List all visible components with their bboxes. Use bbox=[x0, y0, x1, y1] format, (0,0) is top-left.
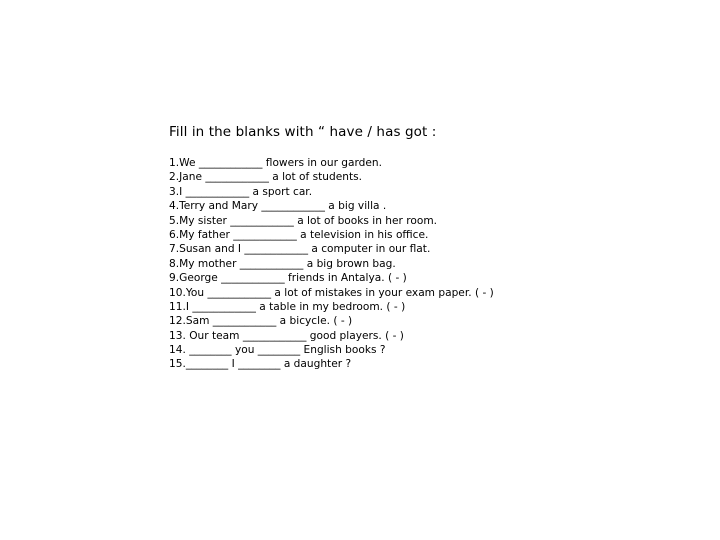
exercise-item: 12.Sam ____________ a bicycle. ( - ) bbox=[169, 315, 353, 328]
exercise-list bbox=[169, 156, 709, 372]
exercise-item: 15.________ I ________ a daughter ? bbox=[169, 358, 352, 371]
worksheet-title: Fill in the blanks with “ have / has got : bbox=[169, 124, 437, 140]
exercise-item: 13. Our team ____________ good players. ( - ) bbox=[169, 329, 404, 342]
worksheet bbox=[169, 124, 709, 372]
exercise-item: 4.Terry and Mary ____________ a big villa . bbox=[169, 200, 387, 213]
exercise-item: 5.My sister ____________ a lot of books in her room. bbox=[169, 214, 438, 227]
exercise-item: 2.Jane ____________ a lot of students. bbox=[169, 171, 363, 184]
exercise-item: 7.Susan and I ____________ a computer in our flat. bbox=[169, 243, 431, 256]
exercise-item: 1.We ____________ flowers in our garden. bbox=[169, 157, 383, 169]
exercise-item: 6.My father ____________ a television in his office. bbox=[169, 228, 429, 241]
exercise-item: 10.You ____________ a lot of mistakes in your exam paper. ( - ) bbox=[169, 286, 494, 299]
exercise-item: 14. ________ you ________ English books ? bbox=[169, 344, 386, 357]
exercise-item: 3.I ____________ a sport car. bbox=[169, 185, 313, 198]
exercise-item: 8.My mother ____________ a big brown bag. bbox=[169, 257, 396, 270]
exercise-item: 11.I ____________ a table in my bedroom. ( - ) bbox=[169, 300, 406, 313]
exercise-item: 9.George ____________ friends in Antalya. ( - ) bbox=[169, 272, 407, 285]
